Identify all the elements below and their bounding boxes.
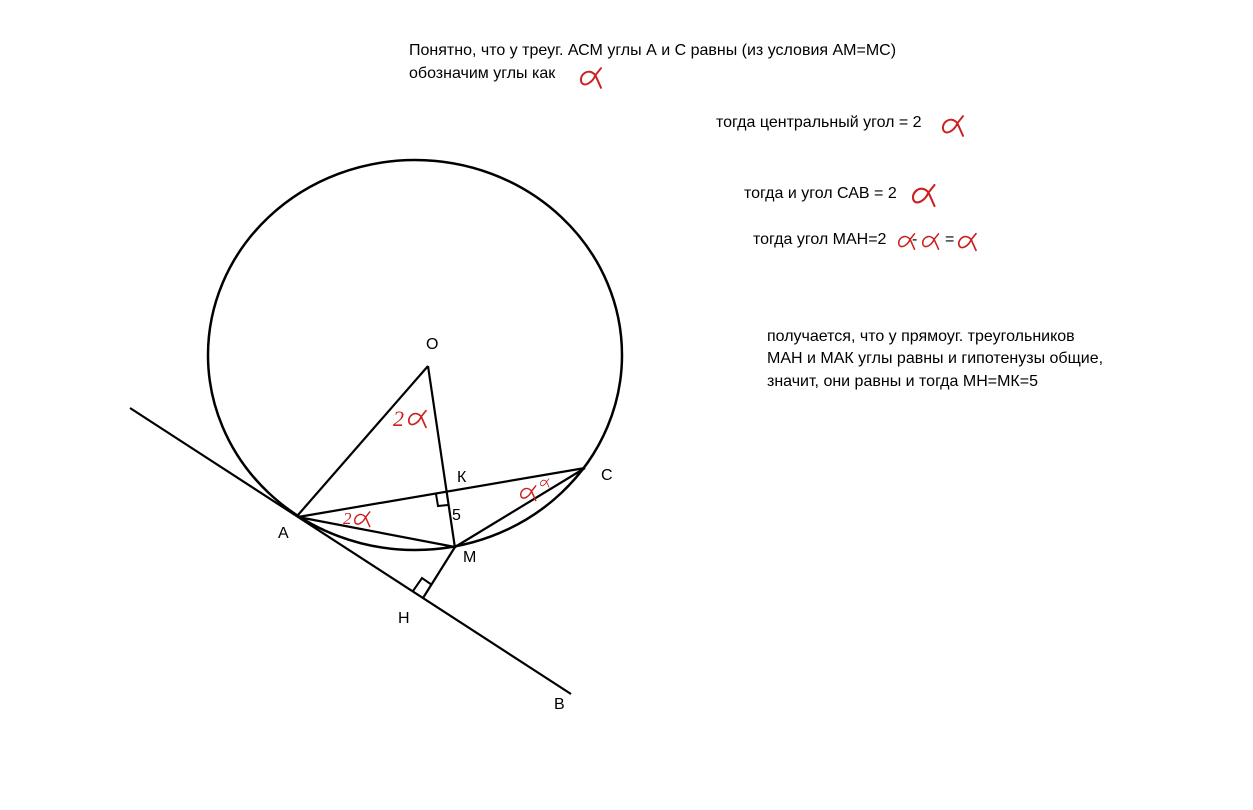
note-line-5a: тогда угол МАН=2	[753, 231, 887, 248]
label-point-h: Н	[398, 610, 410, 627]
note-line-1: Понятно, что у треуг. АСМ углы А и С равны (из условия АМ=МС)	[409, 42, 897, 59]
alpha-symbol-acm-tail	[540, 479, 549, 487]
note-line-2: обозначим углы как	[409, 65, 556, 82]
alpha-symbol-note-4b	[923, 234, 939, 249]
annotation-angle-aom-coeff: 2	[393, 406, 404, 431]
segment-mh	[423, 547, 455, 598]
conclusion-line-1: получается, что у прямоуг. треугольников	[767, 328, 1075, 345]
segment-om	[428, 366, 455, 548]
alpha-symbol-note-2	[943, 116, 963, 136]
note-line-4: тогда и угол САВ = 2	[744, 185, 897, 202]
label-point-o: O	[426, 336, 439, 353]
circle	[208, 160, 622, 550]
annotation-angle-mah-coeff: 2	[343, 509, 352, 528]
alpha-symbol-mah	[355, 512, 370, 527]
alpha-symbol-note-4c	[959, 234, 976, 251]
note-line-5c: =	[945, 231, 955, 248]
conclusion-line-3: значит, они равны и тогда МН=МК=5	[767, 373, 1038, 390]
conclusion-line-2: МАН и МАК углы равны и гипотенузы общие,	[767, 350, 1104, 367]
label-mk-value: 5	[452, 507, 461, 524]
label-point-k: К	[457, 469, 467, 486]
segment-oa	[298, 366, 428, 515]
label-point-b: В	[554, 696, 565, 713]
alpha-symbol-note-3	[913, 185, 935, 206]
label-point-a: А	[278, 525, 289, 542]
tangent-line-ab	[130, 408, 571, 694]
alpha-symbol-aom	[409, 411, 426, 428]
alpha-symbol-note-1	[581, 68, 601, 88]
note-line-5b: -	[912, 231, 918, 248]
note-line-3: тогда центральный угол = 2	[716, 114, 922, 131]
label-point-m: М	[463, 549, 477, 566]
label-point-c: С	[601, 467, 613, 484]
